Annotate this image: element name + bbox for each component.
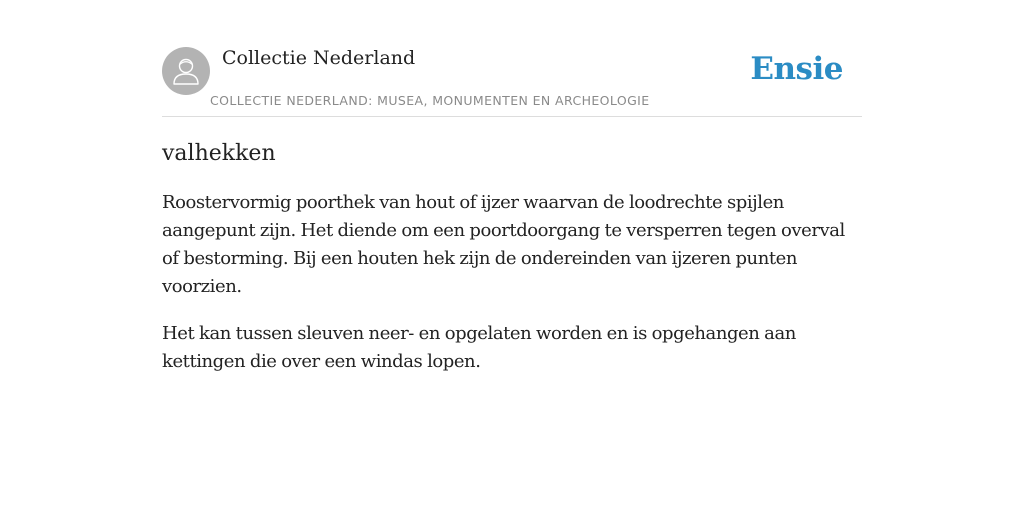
entry-content (162, 138, 862, 376)
author-avatar[interactable] (162, 47, 210, 95)
entry-paragraph-1: Roostervormig poorthek van hout of ijzer waarvan de loodrechte spijlen aangepunt zijn. Het diende om een poortdoorgang te versperren tegen overval of bestorming. Bij een houten hek zijn de ondereinden van ijzeren punten voorzien. (162, 192, 845, 297)
author-subtitle[interactable]: COLLECTIE NEDERLAND: MUSEA, MONUMENTEN EN ARCHEOLOGIE (210, 93, 650, 108)
author-header (162, 40, 862, 117)
brand-logo[interactable]: Ensie (750, 51, 843, 87)
entry-term: valhekken (162, 141, 276, 166)
entry-paragraph-2: Het kan tussen sleuven neer- en opgelaten worden en is opgehangen aan kettingen die over een windas lopen. (162, 323, 796, 372)
user-placeholder-icon (162, 47, 210, 95)
author-name[interactable]: Collectie Nederland (222, 47, 416, 69)
